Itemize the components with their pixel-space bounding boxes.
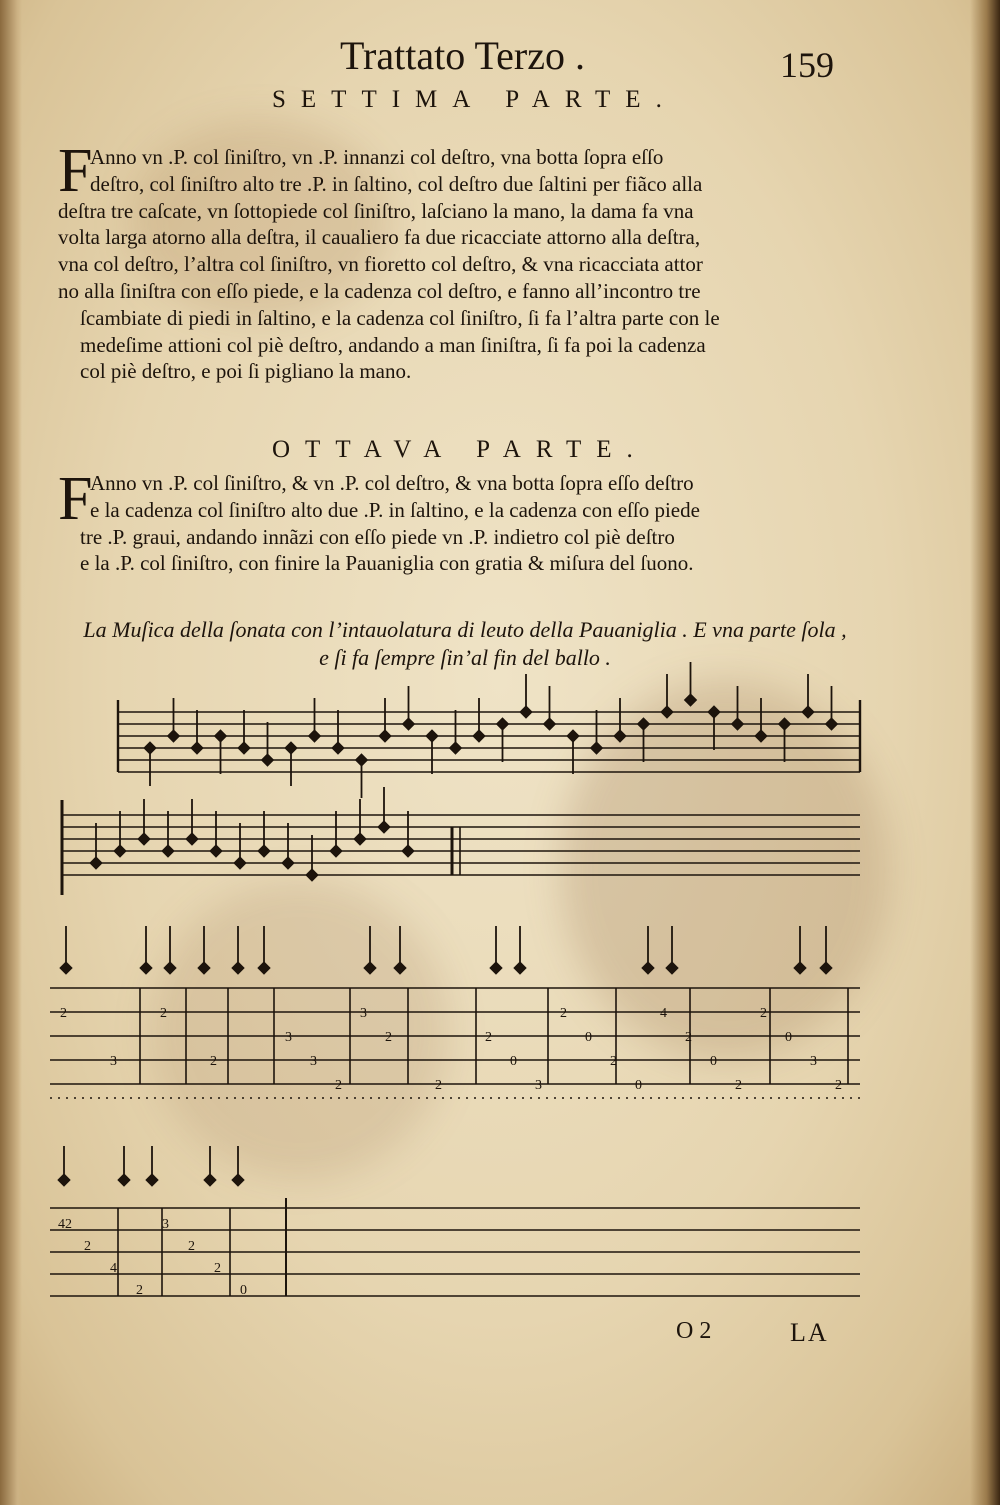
- text-line: e la .P. col ſiniſtro, con finire la Pauaniglia con gratia & miſura del ſuono.: [80, 551, 694, 576]
- text-line: e la cadenza col ſiniſtro alto due .P. in ſaltino, e la cadenza con eſſo piede: [90, 497, 700, 522]
- text-line: col piè deſtro, e poi ſi pigliano la mano.: [80, 359, 412, 384]
- tablature-number: 2: [188, 1239, 195, 1254]
- text-line: ſcambiate di piedi in ſaltino, e la cadenza col ſiniſtro, ſi fa l’altra parte con le: [80, 305, 720, 330]
- drop-initial: F: [58, 465, 93, 533]
- running-title: Trattato Terzo .: [340, 33, 585, 78]
- music-notes: [58, 662, 848, 1296]
- section-heading-ottava: OTTAVA PARTE.: [272, 436, 648, 463]
- tablature-system-2: [50, 1198, 860, 1296]
- tablature-number: 4: [660, 1006, 667, 1021]
- tablature-number: 3: [285, 1030, 292, 1045]
- tablature-number: 2: [335, 1078, 342, 1093]
- text-line: medeſime attioni col piè deſtro, andando a man ſiniſtra, ſi fa poi la cadenza: [80, 332, 706, 357]
- tablature-number: 0: [785, 1030, 792, 1045]
- tablature-number: 2: [835, 1078, 842, 1093]
- tablature-number: 2: [685, 1030, 692, 1045]
- tablature-number: 3: [162, 1217, 169, 1232]
- signature-mark: O 2: [676, 1318, 712, 1344]
- tablature-number: 0: [510, 1054, 517, 1069]
- tablature-number: 3: [360, 1006, 367, 1021]
- tablature-number: 2: [385, 1030, 392, 1045]
- tablature-number: 0: [635, 1078, 642, 1093]
- tablature-number: 0: [240, 1283, 247, 1298]
- tablature-number: 4: [110, 1261, 117, 1276]
- tablature-number: 2: [214, 1261, 221, 1276]
- tablature-number: 2: [435, 1078, 442, 1093]
- section-heading-settima: SETTIMA PARTE.: [272, 86, 677, 113]
- tablature-number: 2: [485, 1030, 492, 1045]
- tablature-number: 0: [710, 1054, 717, 1069]
- text-line: tre .P. graui, andando innãzi con eſſo piede vn .P. indietro col piè deſtro: [80, 524, 675, 549]
- tablature-number: 3: [110, 1054, 117, 1069]
- tablature-number: 2: [760, 1006, 767, 1021]
- tablature-number: 2: [210, 1054, 217, 1069]
- music-staff-1: [118, 700, 860, 772]
- tablature-numbers: [58, 1006, 842, 1298]
- tablature-number: 2: [560, 1006, 567, 1021]
- catchword: LA: [790, 1318, 829, 1347]
- tablature-number: 2: [136, 1283, 143, 1298]
- text-line: no alla ſiniſtra con eſſo piede, e la cadenza col deſtro, e fanno all’incontro tre: [58, 278, 701, 303]
- page-number: 159: [780, 45, 834, 85]
- tablature-number: 0: [585, 1030, 592, 1045]
- caption-line: La Muſica della ſonata con l’intauolatura di leuto della Pauaniglia . E vna parte ſola ,: [83, 617, 847, 642]
- text-line: deſtra tre caſcate, vn ſottopiede col ſiniſtro, laſciano la mano, la dama fa vna: [58, 198, 694, 223]
- tablature-number: 42: [58, 1217, 72, 1232]
- tablature-number: 3: [535, 1078, 542, 1093]
- text-line: Anno vn .P. col ſiniſtro, vn .P. innanzi col deſtro, vna botta ſopra eſſo: [90, 145, 664, 169]
- tablature-number: 2: [610, 1054, 617, 1069]
- tablature-number: 3: [310, 1054, 317, 1069]
- music-staff-2: [62, 800, 860, 895]
- tablature-number: 2: [60, 1006, 67, 1021]
- text-line: vna col deſtro, l’altra col ſiniſtro, vn fioretto col deſtro, & vna ricacciata attor: [58, 252, 703, 277]
- text-line: deſtro, col ſiniſtro alto tre .P. in ſaltino, col deſtro due ſaltini per fiãco alla: [90, 171, 703, 196]
- drop-initial: F: [58, 137, 93, 205]
- text-line: volta larga atorno alla deſtra, il caualiero fa due ricacciate attorno alla deſtra,: [58, 225, 701, 250]
- text-line: Anno vn .P. col ſiniſtro, & vn .P. col deſtro, & vna botta ſopra eſſo deſtro: [90, 471, 694, 495]
- tablature-number: 2: [84, 1239, 91, 1254]
- tablature-number: 2: [160, 1006, 167, 1021]
- caption-line: e ſi fa ſempre ſin’al fin del ballo .: [319, 645, 611, 670]
- tablature-number: 3: [810, 1054, 817, 1069]
- tablature-number: 2: [735, 1078, 742, 1093]
